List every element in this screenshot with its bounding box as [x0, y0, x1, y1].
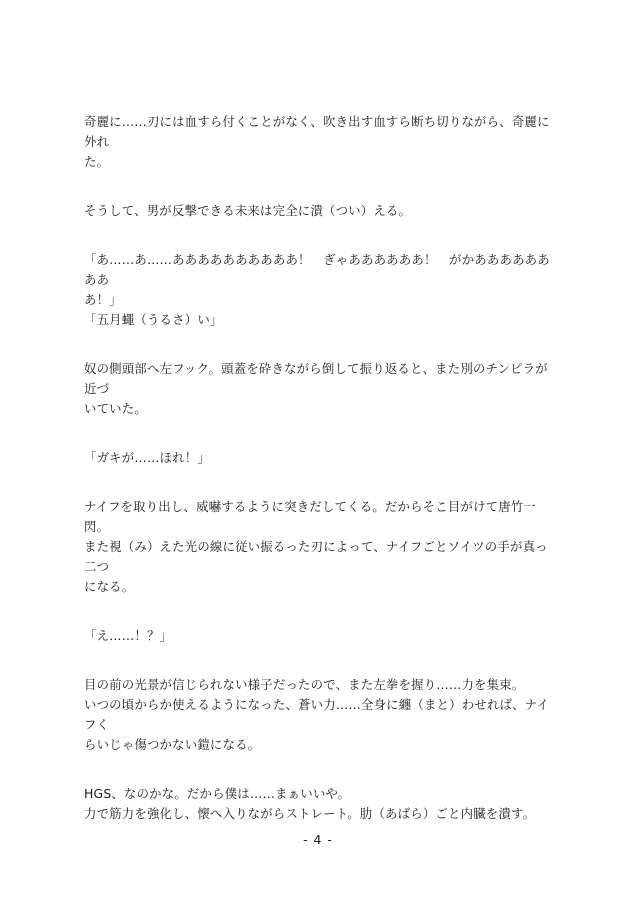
paragraph-9: [84, 784, 554, 824]
paragraph-4: [84, 359, 554, 419]
text-line: 奴の側頭部へ左フック。頭蓋を砕きながら倒して振り返ると、また別のチンピラが近づ: [84, 361, 548, 396]
paragraph-gap: [84, 646, 554, 675]
paragraph-6: [84, 497, 554, 597]
paragraph-gap: [84, 468, 554, 497]
paragraph-5: [84, 448, 554, 468]
paragraph-3: [84, 250, 554, 330]
text-line: HGS、なのかな。だから僕は……まぁいいや。: [84, 786, 351, 801]
body-text: [84, 112, 554, 824]
text-line: 「え……！？」: [84, 628, 173, 643]
paragraph-8: [84, 675, 554, 755]
text-line: た。: [84, 154, 110, 169]
paragraph-2: [84, 201, 554, 221]
page-number: - 4 -: [303, 832, 333, 847]
text-line: また視（み）えた光の線に従い振るった刃によって、ナイフごとソイツの手が真っ二つ: [84, 539, 548, 574]
paragraph-gap: [84, 330, 554, 359]
paragraph-7: [84, 626, 554, 646]
text-line: 奇麗に……刃には血すら付くことがなく、吹き出す血すら断ち切りながら、奇麗に外れ: [84, 114, 550, 149]
text-line: 「あ……あ……ああああああああああ！ ぎゃああああああ！ がかああああああああ: [84, 252, 550, 287]
paragraph-gap: [84, 221, 554, 250]
text-line: いつの頃からか使えるようになった、蒼い力……全身に纏（まと）わせれば、ナイフく: [84, 697, 549, 732]
text-line: 「五月蠅（うるさ）い」: [84, 312, 223, 327]
text-line: らいじゃ傷つかない鎧になる。: [84, 737, 261, 752]
text-line: そうして、男が反撃できる未来は完全に潰（つい）える。: [84, 203, 412, 218]
paragraph-gap: [84, 597, 554, 626]
text-line: 力で筋力を強化し、懐へ入りながらストレート。肋（あばら）ごと内臓を潰す。: [84, 806, 536, 821]
text-line: あ！」: [84, 292, 122, 307]
paragraph-gap: [84, 755, 554, 784]
paragraph-1: [84, 112, 554, 172]
paragraph-gap: [84, 172, 554, 201]
paragraph-gap: [84, 419, 554, 448]
text-line: いていた。: [84, 401, 147, 416]
text-line: ナイフを取り出し、威嚇するように突きだしてくる。だからそこ目がけて唐竹一閃。: [84, 499, 537, 534]
text-line: 目の前の光景が信じられない様子だったので、また左拳を握り……力を集束。: [84, 677, 525, 692]
text-line: 「ガキが……ほれ！」: [84, 450, 210, 465]
text-line: になる。: [84, 579, 135, 594]
